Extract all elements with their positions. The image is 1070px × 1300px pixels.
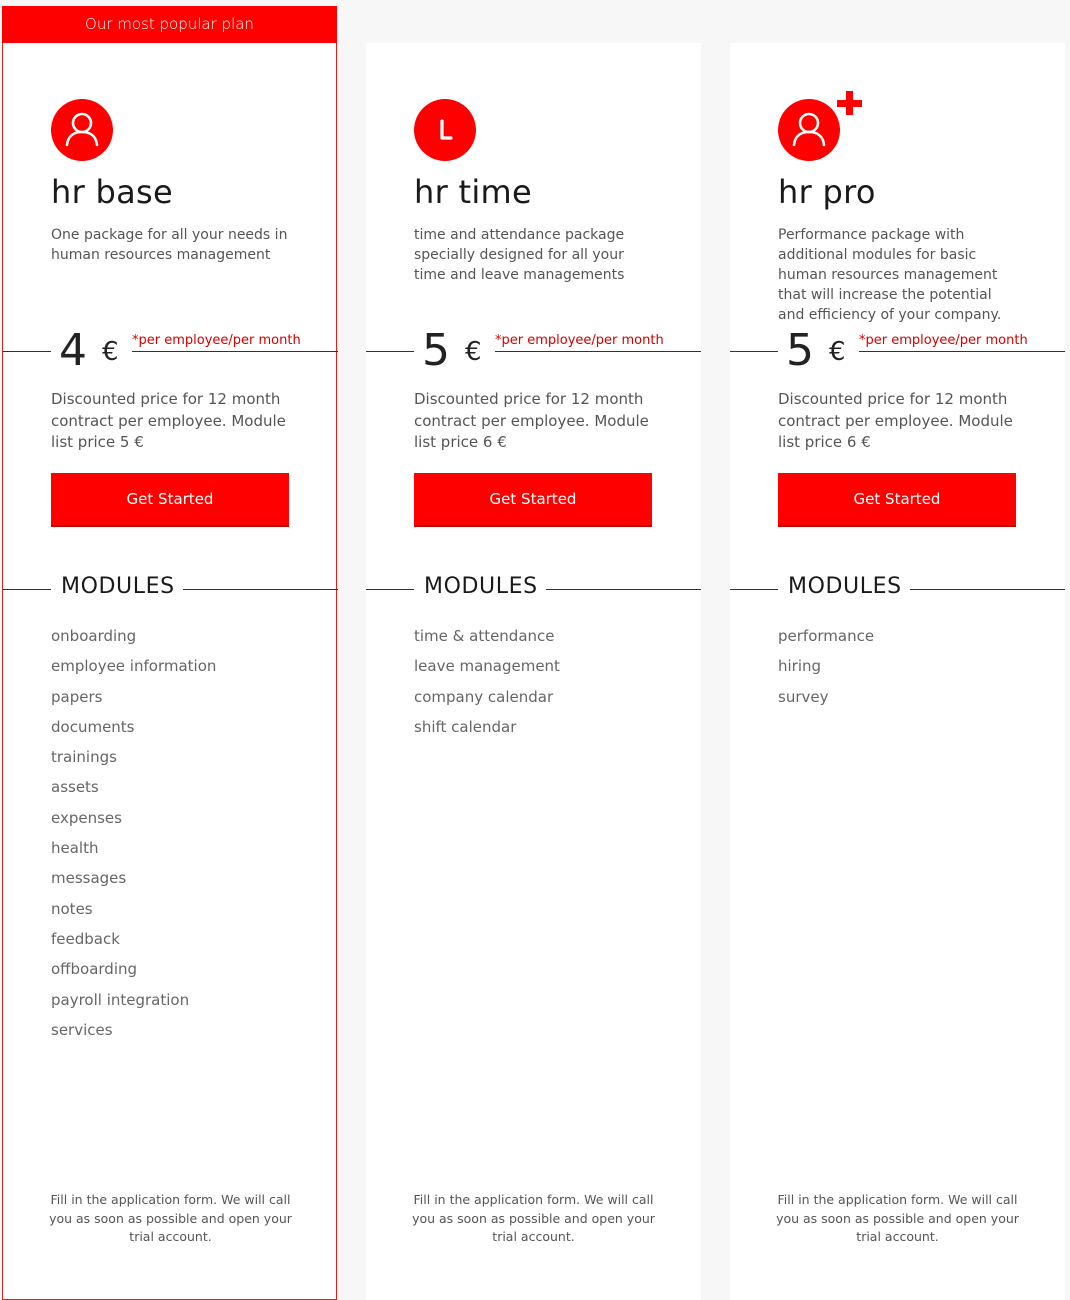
plus-icon <box>836 89 864 117</box>
modules-list <box>414 625 560 746</box>
price-info: Discounted price for 12 month contract per employee. Module list price 5 € <box>51 390 286 451</box>
get-started-button[interactable]: Get Started <box>778 473 1016 527</box>
price-amount: 5 <box>786 325 814 376</box>
plan-description: One package for all your needs in human resources management <box>51 227 288 263</box>
user-icon <box>51 99 113 161</box>
module-item: trainings <box>51 748 117 767</box>
price-divider-right <box>495 351 701 352</box>
price-amount: 4 <box>59 325 87 376</box>
price-info: Discounted price for 12 month contract per employee. Module list price 6 € <box>414 390 649 451</box>
module-item: onboarding <box>51 627 137 645</box>
modules-list <box>51 625 216 1049</box>
module-item: expenses <box>51 808 122 827</box>
modules-heading: MODULES <box>61 574 175 599</box>
clock-icon <box>414 99 476 161</box>
price-divider-left <box>730 351 778 352</box>
module-item: offboarding <box>51 960 138 979</box>
user-icon <box>778 99 840 161</box>
popular-plan-banner: Our most popular plan <box>2 6 337 43</box>
module-item: papers <box>51 687 103 706</box>
get-started-button[interactable]: Get Started <box>51 473 289 527</box>
footer-note: Fill in the application form. We will call you as soon as possible and open your trial account. <box>49 1192 292 1244</box>
plan-title: hr base <box>51 173 173 211</box>
footer-note: Fill in the application form. We will call you as soon as possible and open your trial account. <box>776 1192 1019 1244</box>
modules-divider-left <box>366 589 414 590</box>
module-item: employee information <box>51 657 217 676</box>
module-item: leave management <box>414 657 560 676</box>
price-divider-left <box>366 351 414 352</box>
modules-divider-left <box>730 589 778 590</box>
plan-title: hr pro <box>778 173 876 211</box>
plan-card-hr-pro <box>730 43 1065 1300</box>
module-item: notes <box>51 899 93 918</box>
modules-divider-right <box>546 589 701 590</box>
price-info: Discounted price for 12 month contract per employee. Module list price 6 € <box>778 390 1013 451</box>
module-item: hiring <box>778 657 822 676</box>
module-item: documents <box>51 717 135 736</box>
get-started-button[interactable]: Get Started <box>414 473 652 527</box>
price-amount: 5 <box>422 325 450 376</box>
price-currency: € <box>829 337 846 367</box>
modules-list <box>778 625 874 716</box>
module-item: payroll integration <box>51 990 190 1009</box>
module-item: health <box>51 839 99 858</box>
module-item: messages <box>51 869 127 888</box>
plan-description: Performance package with additional modules for basic human resources management that will increase the potential and efficiency of your company. <box>778 227 1002 323</box>
plan-card-hr-base <box>2 43 337 1300</box>
price-note: *per employee/per month <box>495 333 664 348</box>
module-item: feedback <box>51 929 120 948</box>
module-item: time & attendance <box>414 627 555 645</box>
price-currency: € <box>465 337 482 367</box>
price-currency: € <box>102 337 119 367</box>
module-item: performance <box>778 627 875 645</box>
plan-description: time and attendance package specially designed for all your time and leave managements <box>414 227 625 283</box>
module-item: company calendar <box>414 687 554 706</box>
price-note: *per employee/per month <box>132 333 301 348</box>
footer-note: Fill in the application form. We will call you as soon as possible and open your trial account. <box>412 1192 655 1244</box>
module-item: assets <box>51 778 99 797</box>
modules-divider-right <box>183 589 338 590</box>
modules-divider-right <box>910 589 1065 590</box>
module-item: shift calendar <box>414 717 517 736</box>
price-note: *per employee/per month <box>859 333 1028 348</box>
price-divider-right <box>132 351 338 352</box>
price-divider-right <box>859 351 1065 352</box>
module-item: services <box>51 1020 113 1039</box>
price-divider-left <box>3 351 51 352</box>
plan-title: hr time <box>414 173 533 211</box>
module-item: survey <box>778 687 829 706</box>
modules-heading: MODULES <box>788 574 902 599</box>
modules-divider-left <box>3 589 51 590</box>
plan-card-hr-time <box>366 43 701 1300</box>
modules-heading: MODULES <box>424 574 538 599</box>
